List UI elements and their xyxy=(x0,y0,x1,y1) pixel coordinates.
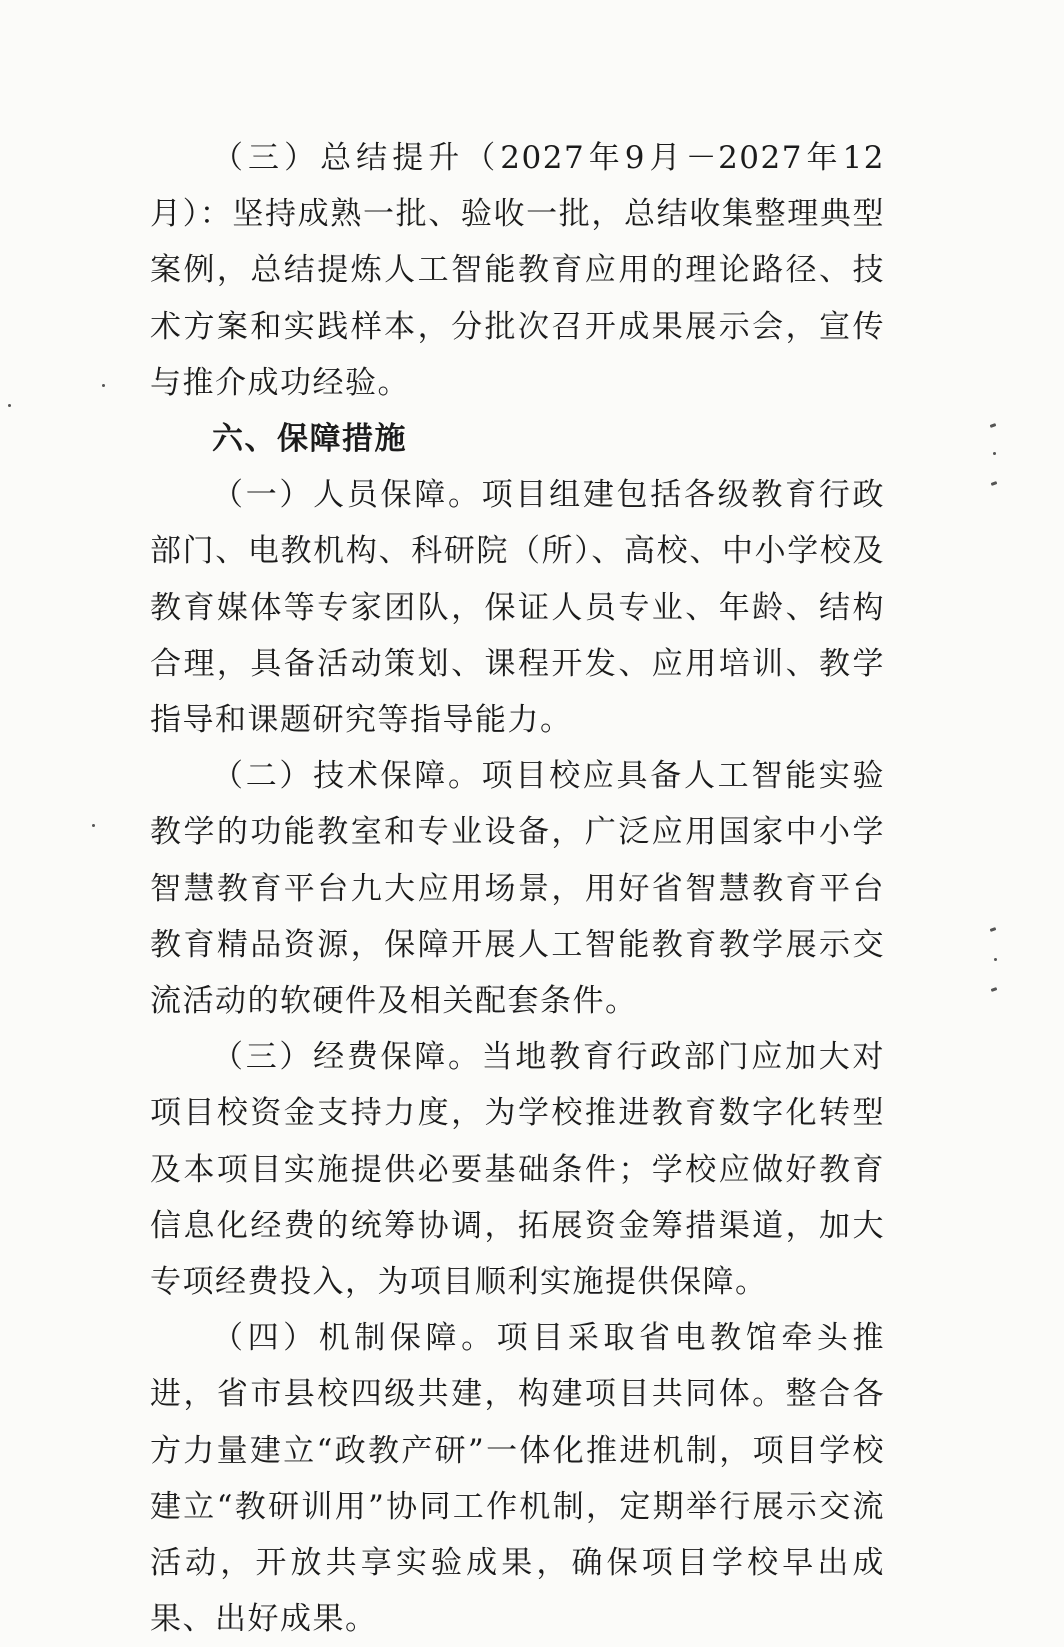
paragraph-funding: （三）经费保障。当地教育行政部门应加大对项目校资金支持力度，为学校推进教育数字化转型及本项目实施提供必要基础条件；学校应做好教育信息化经费的统筹协调，拓展资金筹措渠道，加大专项经费投入，为项目顺利实施提供保障。 xyxy=(150,1039,885,1301)
scan-speck xyxy=(991,987,998,992)
scan-speck xyxy=(994,958,997,961)
paragraph-personnel: （一）人员保障。项目组建包括各级教育行政部门、电教机构、科研院（所）、高校、中小学校及教育媒体等专家团队，保证人员专业、年龄、结构合理，具备活动策划、课程开发、应用培训、教学指导和课题研究等指导能力。 xyxy=(150,477,885,739)
paragraph-mechanism: （四）机制保障。项目采取省电教馆牵头推进，省市县校四级共建，构建项目共同体。整合各方力量建立“政教产研”一体化推进机制，项目学校建立“教研训用”协同工作机制，定期举行展示交流活动，开放共享实验成果，确保项目学校早出成果、出好成果。 xyxy=(150,1320,885,1638)
paragraph-technology: （二）技术保障。项目校应具备人工智能实验教学的功能教室和专业设备，广泛应用国家中小学智慧教育平台九大应用场景，用好省智慧教育平台教育精品资源，保障开展人工智能教育教学展示交流活动的软硬件及相关配套条件。 xyxy=(150,758,885,1020)
scan-speck xyxy=(8,404,11,407)
paragraph-summary-phase: （三）总结提升（2027年9月－2027年12月）：坚持成熟一批、验收一批，总结收集整理典型案例，总结提炼人工智能教育应用的理论路径、技术方案和实践样本，分批次召开成果展示会，宣传与推介成功经验。 xyxy=(150,140,885,401)
scan-speck xyxy=(991,481,998,486)
scan-speck xyxy=(990,927,997,932)
section-heading-safeguards: 六、保障措施 xyxy=(212,421,407,458)
scan-speck xyxy=(92,824,95,827)
document-body xyxy=(150,130,885,1647)
scan-speck xyxy=(993,452,996,455)
scan-speck xyxy=(102,384,105,387)
scan-speck xyxy=(990,423,997,428)
